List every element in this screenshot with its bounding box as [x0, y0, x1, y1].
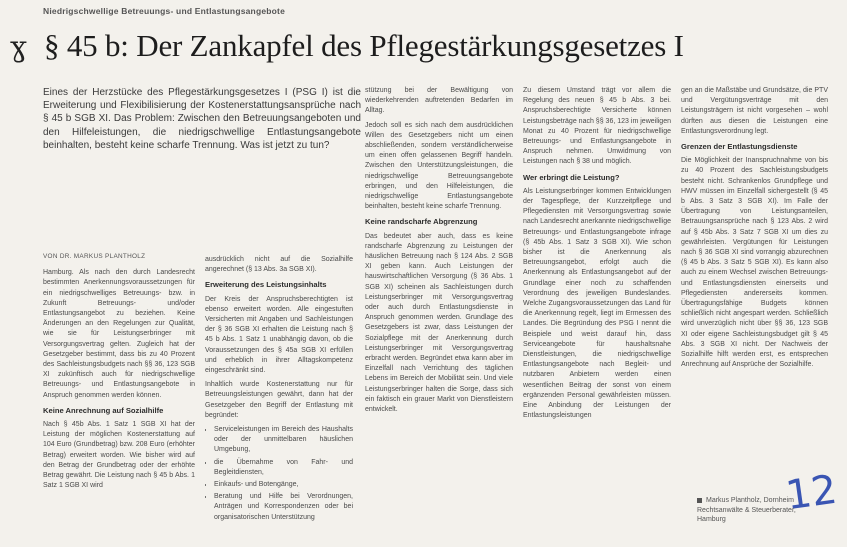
column-4: [523, 86, 671, 540]
column-2: [205, 255, 353, 540]
bullet-square-icon: [697, 498, 702, 503]
author-city: Hamburg: [697, 516, 726, 523]
article-lead: Eines der Herzstücke des Pflegestärkungsgesetzes I (PSG I) ist die Erweiterung und Flexibilisierung der Kostenerstattungsansprüche nach § 45 b SGB XI. Das Problem: Zwischen den Betreuungsangeboten und den Hilfeleistungen, die niedrigschwellige Entlastungsangebote beinhalten, besteht keine scharfe Trennung. Was ist jetzt zu tun?: [43, 87, 361, 151]
author-name: Markus Plantholz, Dornheim: [706, 497, 794, 504]
handwritten-mark: ɣ: [10, 29, 27, 63]
bullet-list: [205, 425, 353, 523]
paragraph: Die Möglichkeit der Inanspruchnahme von bis zu 40 Prozent des Sachleistungsbudgets besteht nicht. Schrankenlos Grundpflege und HWV müssen im Einzelfall sichergestellt (§ 45 b Abs. 3 Satz 3 SGB XI). Im Falle der Übertragung von Leistungsanteilen, Betrauungsansprüche nach § 123 Abs. 2 wird auf § 45b Abs. 3 Satz 7 SGB XI um dies zu gewährleisten. Vergütungen für Leistungen nach § 36 SGB XI sind vorrangig abzurechnen (§ 45 b Abs. 3 Satz 5 SGB XI). Es kann also auch zu einem Wechsel zwischen Betreuungs- und Entlastungsdiensten einerseits und Pflegediensten andererseits kommen. Übertragungsfähige Budgets können schließlich nicht angespart werden. Schließlich wird unverzüglich nicht über §§ 36, 123 SGB XI oder eigene Sachleistungsbudget gilt § 45 Abs. 3 SGB XI nicht. Der Nachweis der Sozialhilfe hilft werden erst, es entsprechen Anrechnung auf Ansprüche der Sozialhilfe.: [681, 157, 828, 369]
subheading: Erweiterung des Leistungsinhalts: [205, 280, 327, 290]
section-kicker: Niedrigschwellige Betreuungs- und Entlastungsangebote: [43, 6, 286, 16]
paragraph: Nach § 45b Abs. 1 Satz 1 SGB XI hat der Leistung der möglichen Kostenerstattung auf 104 Euro (Grundbetrag) bzw. 208 Euro (erhöhter Betrag) erweitert worden. Wie bisher wird auf den Betrag der Grundbetrag oder der erhöhte Betrag gewährt. Die Leistung nach § 45 b Abs. 1 Satz 1 SGB XI wird: [43, 421, 195, 490]
paragraph: Zu diesem Umstand trägt vor allem die Regelung des neuen § 45 b Abs. 3 bei. Anspruchsberechtigte Versicherte können Leistungsbeträge nach §§ 36, 123 im jeweiligen Monat zu 40 Prozent für niedrigschwellige Betreuungs- und Entlastungsangebote in Anspruch nehmen. Umwidmung von Leistungen nach § 38 und möglich.: [523, 87, 671, 166]
paragraph: Der Kreis der Anspruchsberechtigten ist ebenso erweitert worden. Alle eingestuften Versicherten mit Angaben und Sachleistungen der § 36 SGB XI erhalten die Leistung nach § 45 b Abs. 1 Satz 1 unabhängig davon, ob die Voraussetzungen des § 45a SGB XI erfüllen und erheblich in ihrer Alltagskompetenz eingeschränkt sind.: [205, 295, 353, 375]
list-item: • Einkaufs- und Botengänge,: [214, 480, 353, 490]
byline: VON DR. MARKUS PLANTHOLZ: [43, 253, 146, 260]
list-item: • Serviceleistungen im Bereich des Haushalts oder der unmittelbaren häuslichen Umgebung,: [214, 425, 353, 456]
paragraph: Inhaltlich wurde Kostenerstattung nur für Betreuungsleistungen gewährt, dann hat der Gesetzgeber den Begriff der Entlastung mit begründet:: [205, 381, 353, 419]
column-1: [43, 252, 195, 540]
paragraph: stützung bei der Bewältigung von wiederkehrenden auftretenden Bedarfen im Alltag.: [365, 87, 513, 115]
subheading: Keine Anrechnung auf Sozialhilfe: [43, 405, 164, 415]
paragraph: Das bedeutet aber auch, dass es keine randscharfe Abgrenzung zu Leistungen der häuslichen Betreuung nach § 124 Abs. 2 SGB XI geben kann. Auch Leistungen der hauswirtschaftlichen Versorgung (§ 36 Abs. 1 SGB XI) scheinen als Sachleistungen durch Leistungserbringer mit Versorgungsvertrag oder auch durch Entlastungsdienste in Anspruch genommen werden. Grundlage des Gesetzgebers ist zwar, dass Leistungen der Sozialpflege mit der Anerkennung durch Leistungserbringer mit Versorgungsvertrag erbracht werden. Begründet etwa kann aber im Einzelfall nach Verrichtung des täglichen Lebens im Bereich der Mobilität sein. Und viele Leistungserbringer halten die Sorge, dass sich ein faktisch ein grauer Markt von Dienstleistern entwickelt.: [365, 232, 513, 414]
list-item: • Beratung und Hilfe bei Verordnungen, Anträgen und Korrespondenzen oder bei organisatorischen Unterstützung: [214, 492, 353, 523]
title-row: [10, 28, 684, 64]
author-firm: Rechtsanwälte & Steuerberater,: [697, 506, 796, 514]
author-box: [697, 496, 827, 525]
handwritten-page-number: 12: [783, 466, 840, 520]
paragraph: ausdrücklich nicht auf die Sozialhilfe angerechnet (§ 13 Abs. 3a SGB XI).: [205, 256, 353, 274]
paragraph: gen an die Maßstäbe und Grundsätze, die PTV und Vergütungsverträge mit den Leistungsträgern ist nicht vorgesehen – wohl dürften aus diesen die Leistungen eine Entlastungsverordnung legt.: [681, 87, 828, 135]
column-5: [681, 86, 828, 491]
column-3: [365, 86, 513, 540]
list-item: • die Übernahme von Fahr- und Begleitdiensten,: [214, 458, 353, 478]
paragraph: Als Leistungserbringer kommen Entwicklungen der Tagespflege, der Kurzzeitpflege und Pflegediensten mit Versorgungsvertrag sowie nach Landesrecht anerkannte niedrigschwellige Betreuungs- und Entlastungsangebote infrage (§ 45b Abs. 1 Satz 3 SGB XI). Wie schon bisher ist die Anerkennung als Betreuungsangebot, erfolgt auch die Anerkennung als Entlastungsangebot auf der Grundlage einer noch zu schaffenden Verordnung des jeweiligen Bundeslandes. Welche Zugangsvoraussetzungen das Land für die Anerkennung regelt, liegt im Ermessen des Landes. Die Begründung des PSG I nennt die Beispiele und weist darauf hin, dass Serviceangebote für haushaltsnahe Dienstleistungen, die niedrigschwellige Entlastungsangebote nach Begleit- und nutzbaren Anbietern werden einen wesentlichen Beitrag der sonst von einem ergänzenden Personal gewährleisten müssen. Eine Anbindung der Leistungen der Entlastungsleistungen: [523, 187, 671, 420]
subheading: Wer erbringt die Leistung?: [523, 172, 620, 182]
article-title: § 45 b: Der Zankapfel des Pflegestärkungsgesetzes I: [44, 28, 684, 63]
subheading: Grenzen der Entlastungsdienste: [681, 142, 798, 152]
paragraph: Hamburg. Als nach den durch Landesrecht bestimmten Anerkennungsvoraussetzungen für ein niedrigschwelliges Betreuungs- bzw. in Zukunft Betreuungs- und/oder Entlastungsangebot zu beziehen. Keine Änderungen an den Regelungen zur Qualität, wie sie für Leistungserbringer mit Versorgungsvertrag gelten. Zugleich hat der Gesetzgeber bestimmt, dass bis zu 40 Prozent des Sachleistungsbudgets nach §§ 36, 123 SGB XI zukünftisch auch für niedrigschwellige Betreuungs- und Entlastungsangebote in Anspruch genommen werden können.: [43, 269, 195, 399]
paragraph: Jedoch soll es sich nach dem ausdrücklichen Willen des Gesetzgebers nicht um einen abschließenden, sondern verständlicherweise um einen offen gelassenen Begriff handeln. Zwischen den Unterstützungsleistungen, die niedrigschwellige Betreuungsangebote erbringen, und den Hilfeleistungen, die niedrigschwellige Entlastungsangebote beinhalten, besteht keine scharfe Trennung.: [365, 121, 513, 211]
subheading: Keine randscharfe Abgrenzung: [365, 217, 478, 227]
